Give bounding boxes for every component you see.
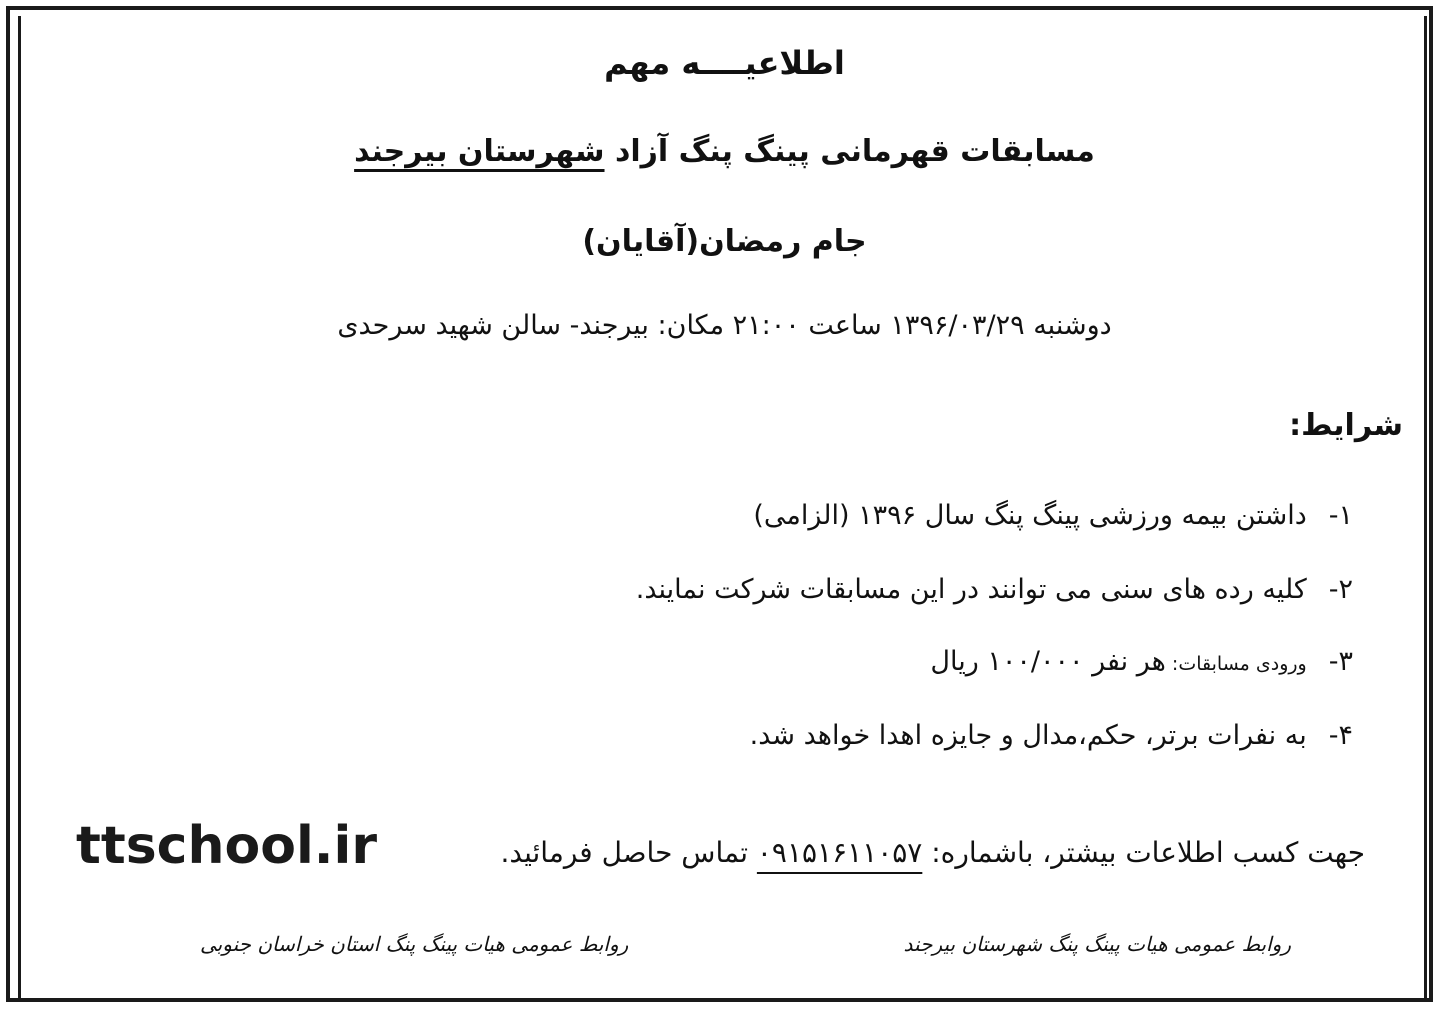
condition-text: داشتن بیمه ورزشی پینگ پنگ سال ۱۳۹۶ (الزامی)	[753, 500, 1307, 531]
date-time-location: دوشنبه ۱۳۹۶/۰۳/۲۹ ساعت ۲۱:۰۰ مکان: بیرجند- سالن شهید سرحدی	[337, 310, 1112, 341]
website-label: ttschool.ir	[76, 816, 378, 876]
condition-text: کلیه رده های سنی می توانند در این مسابقات شرکت نمایند.	[635, 574, 1307, 605]
condition-number: ۳-	[1328, 646, 1353, 677]
contact-phone: ۰۹۱۵۱۶۱۱۰۵۷	[756, 836, 923, 869]
signature-province: روابط عمومی هیات پینگ پنگ استان خراسان جنوبی	[200, 932, 629, 956]
competition-title-city: شهرستان بیرجند	[354, 134, 605, 169]
condition-item	[753, 500, 1353, 531]
condition-text: هر نفر ۱۰۰/۰۰۰ ریال	[930, 646, 1166, 677]
competition-title	[0, 134, 1449, 169]
contact-info	[500, 836, 1365, 869]
signature-city: روابط عمومی هیات پینگ پنگ شهرستان بیرجند	[903, 932, 1291, 956]
cup-name: جام رمضان(آقایان)	[582, 224, 867, 259]
condition-item	[750, 720, 1353, 751]
competition-title-part1: مسابقات قهرمانی پینگ پنگ آزاد	[604, 134, 1095, 169]
announcement-title: اطلاعیــــه مهم	[604, 44, 845, 82]
condition-item	[636, 574, 1353, 605]
condition-number: ۱-	[1328, 500, 1353, 531]
contact-suffix: تماس حاصل فرمائید.	[500, 836, 757, 869]
condition-item	[930, 646, 1353, 677]
condition-number: ۲-	[1328, 574, 1353, 605]
conditions-heading: شرایط:	[1289, 408, 1403, 443]
contact-prefix: جهت کسب اطلاعات بیشتر، باشماره:	[922, 836, 1365, 869]
condition-entry-label: ورودی مسابقات:	[1165, 653, 1307, 675]
condition-text: به نفرات برتر، حکم،مدال و جایزه اهدا خواهد شد.	[749, 720, 1307, 751]
condition-number: ۴-	[1328, 720, 1353, 751]
